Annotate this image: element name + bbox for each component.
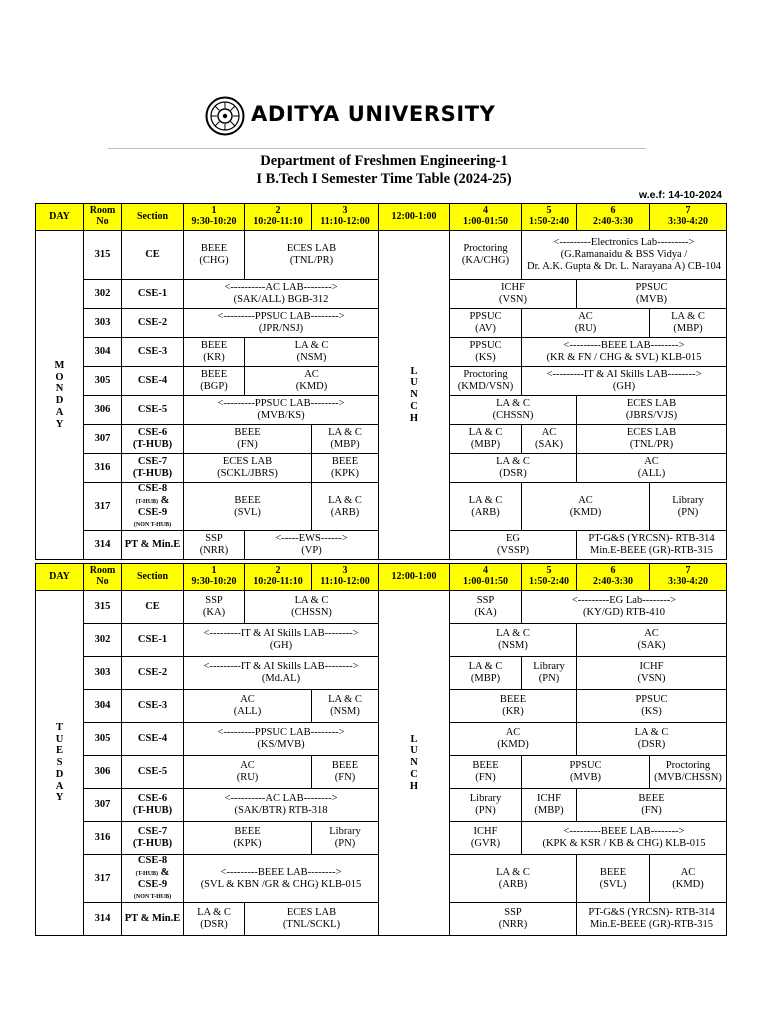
header-row (36, 564, 727, 591)
class-cell: ICHF (VSN) (450, 280, 577, 309)
room-cell: 303 (84, 657, 122, 690)
class-cell: SSP (NRR) (450, 903, 577, 936)
class-cell: BEEE (FN) (184, 425, 312, 454)
class-cell: BEEE (BGP) (184, 367, 245, 396)
room-cell: 317 (84, 483, 122, 531)
class-cell: BEEE (FN) (577, 789, 727, 822)
class-cell: LA & C (ARB) (312, 483, 379, 531)
room-cell: 304 (84, 690, 122, 723)
monday-timetable (35, 203, 727, 560)
class-cell: LA & C (NSM) (450, 624, 577, 657)
section-cell: CSE-4 (122, 367, 184, 396)
room-cell: 303 (84, 309, 122, 338)
timetable-title: I B.Tech I Semester Time Table (2024-25) (256, 171, 512, 187)
class-cell: ECES LAB (JBRS/VJS) (577, 396, 727, 425)
class-cell: AC (KMD) (650, 855, 727, 903)
class-cell: LA & C (MBP) (650, 309, 727, 338)
day-label-tuesday: T U E S D A Y (36, 591, 84, 936)
class-cell: ECES LAB (SCKL/JBRS) (184, 454, 312, 483)
class-cell: LA & C (NSM) (245, 338, 379, 367)
section-cell: PT & Min.E (122, 531, 184, 560)
section-cell: CSE-8 (T-HUB) & CSE-9 (NON T-HUB) (122, 855, 184, 903)
col-period-3: 3 11:10-12:00 (312, 564, 379, 591)
class-cell: LA & C (CHSSN) (245, 591, 379, 624)
class-cell: BEEE (SVL) (577, 855, 650, 903)
section-cell: CSE-2 (122, 309, 184, 338)
col-period-5: 5 1:50-2:40 (522, 204, 577, 231)
day-label-monday: M O N D A Y (36, 231, 84, 560)
effective-date: w.e.f: 14-10-2024 (638, 189, 722, 201)
class-cell: LA & C (ARB) (450, 483, 522, 531)
class-cell: <---------BEEE LAB--------> (KR & FN / CHG & SVL) KLB-015 (522, 338, 727, 367)
section-cell: CSE-3 (122, 690, 184, 723)
class-cell: <---------PPSUC LAB--------> (MVB/KS) (184, 396, 379, 425)
section-cell: CSE-6 (T-HUB) (122, 425, 184, 454)
class-cell: LA & C (DSR) (577, 723, 727, 756)
class-cell: PT-G&S (YRCSN)- RTB-314 Min.E-BEEE (GR)-RTB-315 (577, 531, 727, 560)
room-cell: 306 (84, 396, 122, 425)
class-cell: BEEE (KR) (450, 690, 577, 723)
class-cell: PT-G&S (YRCSN)- RTB-314 Min.E-BEEE (GR)-RTB-315 (577, 903, 727, 936)
university-seal-icon (205, 96, 245, 136)
col-room: Room No (84, 564, 122, 591)
university-name: ADITYA UNIVERSITY (251, 102, 496, 126)
class-cell: PPSUC (MVB) (577, 280, 727, 309)
class-cell: LA & C (DSR) (450, 454, 577, 483)
col-period-4: 4 1:00-01:50 (450, 564, 522, 591)
room-cell: 302 (84, 624, 122, 657)
class-cell: BEEE (CHG) (184, 231, 245, 280)
tuesday-timetable (35, 563, 727, 936)
col-period-3: 3 11:10-12:00 (312, 204, 379, 231)
class-cell: <---------Electronics Lab---------> (G.Ramanaidu & BSS Vidya / Dr. A.K. Gupta & Dr. L. Narayana A) CB-104 (522, 231, 727, 280)
class-cell: AC (KMD) (245, 367, 379, 396)
section-cell: CSE-7 (T-HUB) (122, 822, 184, 855)
room-cell: 304 (84, 338, 122, 367)
lunch-break: L U N C H (379, 591, 450, 936)
room-cell: 314 (84, 903, 122, 936)
room-cell: 305 (84, 367, 122, 396)
room-cell: 302 (84, 280, 122, 309)
class-cell: AC (RU) (184, 756, 312, 789)
class-cell: <---------BEEE LAB--------> (KPK & KSR / KB & CHG) KLB-015 (522, 822, 727, 855)
section-cell: CSE-4 (122, 723, 184, 756)
class-cell: BEEE (KPK) (312, 454, 379, 483)
section-cell: CSE-8 (T-HUB) & CSE-9 (NON T-HUB) (122, 483, 184, 531)
class-cell: BEEE (KR) (184, 338, 245, 367)
col-period-7: 7 3:30-4:20 (650, 564, 727, 591)
class-cell: <---------EG Lab--------> (KY/GD) RTB-410 (522, 591, 727, 624)
col-period-6: 6 2:40-3:30 (577, 564, 650, 591)
class-cell: PPSUC (KS) (450, 338, 522, 367)
class-cell: AC (SAK) (522, 425, 577, 454)
col-section: Section (122, 204, 184, 231)
col-period-2: 2 10:20-11:10 (245, 564, 312, 591)
class-cell: ICHF (VSN) (577, 657, 727, 690)
section-cell: CSE-7 (T-HUB) (122, 454, 184, 483)
class-cell: ECES LAB (TNL/SCKL) (245, 903, 379, 936)
class-cell: <---------BEEE LAB--------> (SVL & KBN /GR & CHG) KLB-015 (184, 855, 379, 903)
class-cell: <---------IT & AI Skills LAB--------> (GH) (522, 367, 727, 396)
section-cell: CSE-1 (122, 280, 184, 309)
class-cell: AC (RU) (522, 309, 650, 338)
room-cell: 305 (84, 723, 122, 756)
class-cell: Proctoring (MVB/CHSSN) (650, 756, 727, 789)
table-row (36, 591, 727, 624)
col-lunch-time: 12:00-1:00 (379, 564, 450, 591)
class-cell: Proctoring (KA/CHG) (450, 231, 522, 280)
class-cell: ECES LAB (TNL/PR) (245, 231, 379, 280)
section-cell: CE (122, 591, 184, 624)
class-cell: <---------IT & AI Skills LAB--------> (Md.AL) (184, 657, 379, 690)
room-cell: 314 (84, 531, 122, 560)
section-cell: CSE-6 (T-HUB) (122, 789, 184, 822)
class-cell: PPSUC (AV) (450, 309, 522, 338)
col-day: DAY (36, 564, 84, 591)
section-cell: CSE-2 (122, 657, 184, 690)
col-day: DAY (36, 204, 84, 231)
class-cell: BEEE (SVL) (184, 483, 312, 531)
class-cell: <---------PPSUC LAB--------> (KS/MVB) (184, 723, 379, 756)
room-cell: 316 (84, 454, 122, 483)
class-cell: LA & C (ARB) (450, 855, 577, 903)
class-cell: LA & C (DSR) (184, 903, 245, 936)
table-row (36, 231, 727, 280)
col-period-4: 4 1:00-01:50 (450, 204, 522, 231)
class-cell: SSP (NRR) (184, 531, 245, 560)
col-period-1: 1 9:30-10:20 (184, 204, 245, 231)
section-cell: CSE-3 (122, 338, 184, 367)
header-row (36, 204, 727, 231)
col-period-6: 6 2:40-3:30 (577, 204, 650, 231)
class-cell: AC (KMD) (450, 723, 577, 756)
class-cell: ECES LAB (TNL/PR) (577, 425, 727, 454)
col-period-5: 5 1:50-2:40 (522, 564, 577, 591)
room-cell: 307 (84, 425, 122, 454)
class-cell: LA & C (CHSSN) (450, 396, 577, 425)
class-cell: Library (PN) (312, 822, 379, 855)
col-lunch-time: 12:00-1:00 (379, 204, 450, 231)
class-cell: <---------PPSUC LAB--------> (JPR/NSJ) (184, 309, 379, 338)
class-cell: Library (PN) (650, 483, 727, 531)
lunch-break: L U N C H (379, 231, 450, 560)
class-cell: <----------AC LAB--------> (SAK/ALL) BGB-312 (184, 280, 379, 309)
class-cell: Proctoring (KMD/VSN) (450, 367, 522, 396)
class-cell: BEEE (FN) (450, 756, 522, 789)
section-cell: CSE-5 (122, 396, 184, 425)
class-cell: LA & C (NSM) (312, 690, 379, 723)
class-cell: LA & C (MBP) (450, 657, 522, 690)
section-cell: CSE-1 (122, 624, 184, 657)
class-cell: ICHF (MBP) (522, 789, 577, 822)
class-cell: AC (ALL) (577, 454, 727, 483)
class-cell: LA & C (MBP) (450, 425, 522, 454)
class-cell: SSP (KA) (450, 591, 522, 624)
col-period-1: 1 9:30-10:20 (184, 564, 245, 591)
room-cell: 306 (84, 756, 122, 789)
class-cell: <---------IT & AI Skills LAB--------> (GH) (184, 624, 379, 657)
room-cell: 315 (84, 591, 122, 624)
class-cell: AC (ALL) (184, 690, 312, 723)
class-cell: PPSUC (KS) (577, 690, 727, 723)
class-cell: BEEE (FN) (312, 756, 379, 789)
col-room: Room No (84, 204, 122, 231)
room-cell: 316 (84, 822, 122, 855)
room-cell: 315 (84, 231, 122, 280)
department-title: Department of Freshmen Engineering-1 (260, 153, 508, 169)
class-cell: ICHF (GVR) (450, 822, 522, 855)
class-cell: AC (SAK) (577, 624, 727, 657)
class-cell: LA & C (MBP) (312, 425, 379, 454)
class-cell: Library (PN) (450, 789, 522, 822)
class-cell: BEEE (KPK) (184, 822, 312, 855)
class-cell: PPSUC (MVB) (522, 756, 650, 789)
class-cell: <----------AC LAB--------> (SAK/BTR) RTB-318 (184, 789, 379, 822)
section-cell: CE (122, 231, 184, 280)
header-divider (108, 148, 646, 149)
section-cell: PT & Min.E (122, 903, 184, 936)
room-cell: 317 (84, 855, 122, 903)
class-cell: AC (KMD) (522, 483, 650, 531)
col-period-7: 7 3:30-4:20 (650, 204, 727, 231)
university-logo-area (108, 82, 646, 150)
section-cell: CSE-5 (122, 756, 184, 789)
col-period-2: 2 10:20-11:10 (245, 204, 312, 231)
class-cell: <-----EWS------> (VP) (245, 531, 379, 560)
class-cell: EG (VSSP) (450, 531, 577, 560)
class-cell: Library (PN) (522, 657, 577, 690)
class-cell: SSP (KA) (184, 591, 245, 624)
room-cell: 307 (84, 789, 122, 822)
col-section: Section (122, 564, 184, 591)
